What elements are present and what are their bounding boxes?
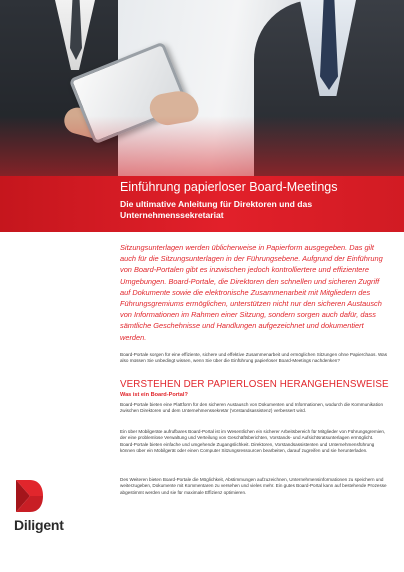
section-subheading: Was ist ein Board-Portal? bbox=[120, 392, 188, 398]
body-paragraph-1: Board-Portale sorgen für eine effiziente, sichere und effektive Zusammenarbeit und ermöglichen Sitzungen ohne Papierchaos. Was also müssen Sie unbedingt wissen, wenn Sie über die Einführung papierloser Board-Meetings nachdenken? bbox=[120, 352, 388, 364]
company-logo-text: Diligent bbox=[14, 517, 64, 533]
hero-photo bbox=[0, 0, 404, 176]
section-heading: VERSTEHEN DER PAPIERLOSEN HERANGEHENSWEISE bbox=[120, 379, 389, 390]
body-paragraph-3: Ein über Mobilgeräte aufrufbares Board-Portal ist im Wesentlichen ein sicherer Arbeitsbereich für Mitglieder von Führungsgremien, der eine problemlose Verwaltung und Verteilung von Geschäftsberichten, Vorstands- und Aufsichtsratsunterlagen ermöglicht. Board-Portale bieten einfache und umgehende Zugangslichkeit. Direktoren, Vorstandsassistenten und Unternehmensführung können über ein Mobilgerät oder einen Computer Sitzungsressourcen bearbeiten, darauf zugreifen und sie herunterladen. bbox=[120, 429, 386, 454]
document-title: Einführung papierloser Board-Meetings bbox=[120, 180, 338, 194]
document-subtitle: Die ultimative Anleitung für Direktoren und das Unternehmenssekretariat bbox=[120, 199, 313, 220]
diligent-logo-icon bbox=[14, 478, 44, 514]
body-paragraph-2: Board-Portale bieten eine Plattform für den sicheren Austausch von Dokumenten und Informationen, wodurch die Kommunikation zwischen Direktoren und dem Unternehmenssekretär (Vorstandsassistenz) verbessert wird. bbox=[120, 402, 384, 414]
hero-red-gradient bbox=[0, 116, 404, 176]
body-paragraph-4: Des Weiteren bieten Board-Portale die Möglichkeit, Abstimmungen aufzuzeichnen, Unternehmensinformationen zu speichern und weiterzugeben, Dokumente mit Kommentaren zu versehen und vieles mehr. Ein gutes Board-Portal kann auf bestehende Prozesse abgestimmt werden und sie für maximale Effizienz optimieren. bbox=[120, 477, 387, 495]
intro-paragraph: Sitzungsunterlagen werden üblicherweise in Papierform ausgegeben. Das gilt auch für die Sitzungsunterlagen in der Führungsebene. Aufgrund der Einführung von Board-Portalen gibt es inzwischen jedoch kontrolliertere und effizientere Umgebungen. Board-Portale, die Direktoren den schnellen und sicheren Zugriff auf Dokumente sowie die elektronische Zusammenarbeit mit Mitgliedern des Führungsgremiums ermöglichen, unterstützen nicht nur den sicheren Austausch von Informationen im Rahmen einer Sitzung, sondern sorgen auch dafür, dass sämtliche Geschehnisse und Handlungen aufgezeichnet und dokumentiert werden. bbox=[120, 243, 383, 342]
title-banner bbox=[0, 176, 404, 232]
